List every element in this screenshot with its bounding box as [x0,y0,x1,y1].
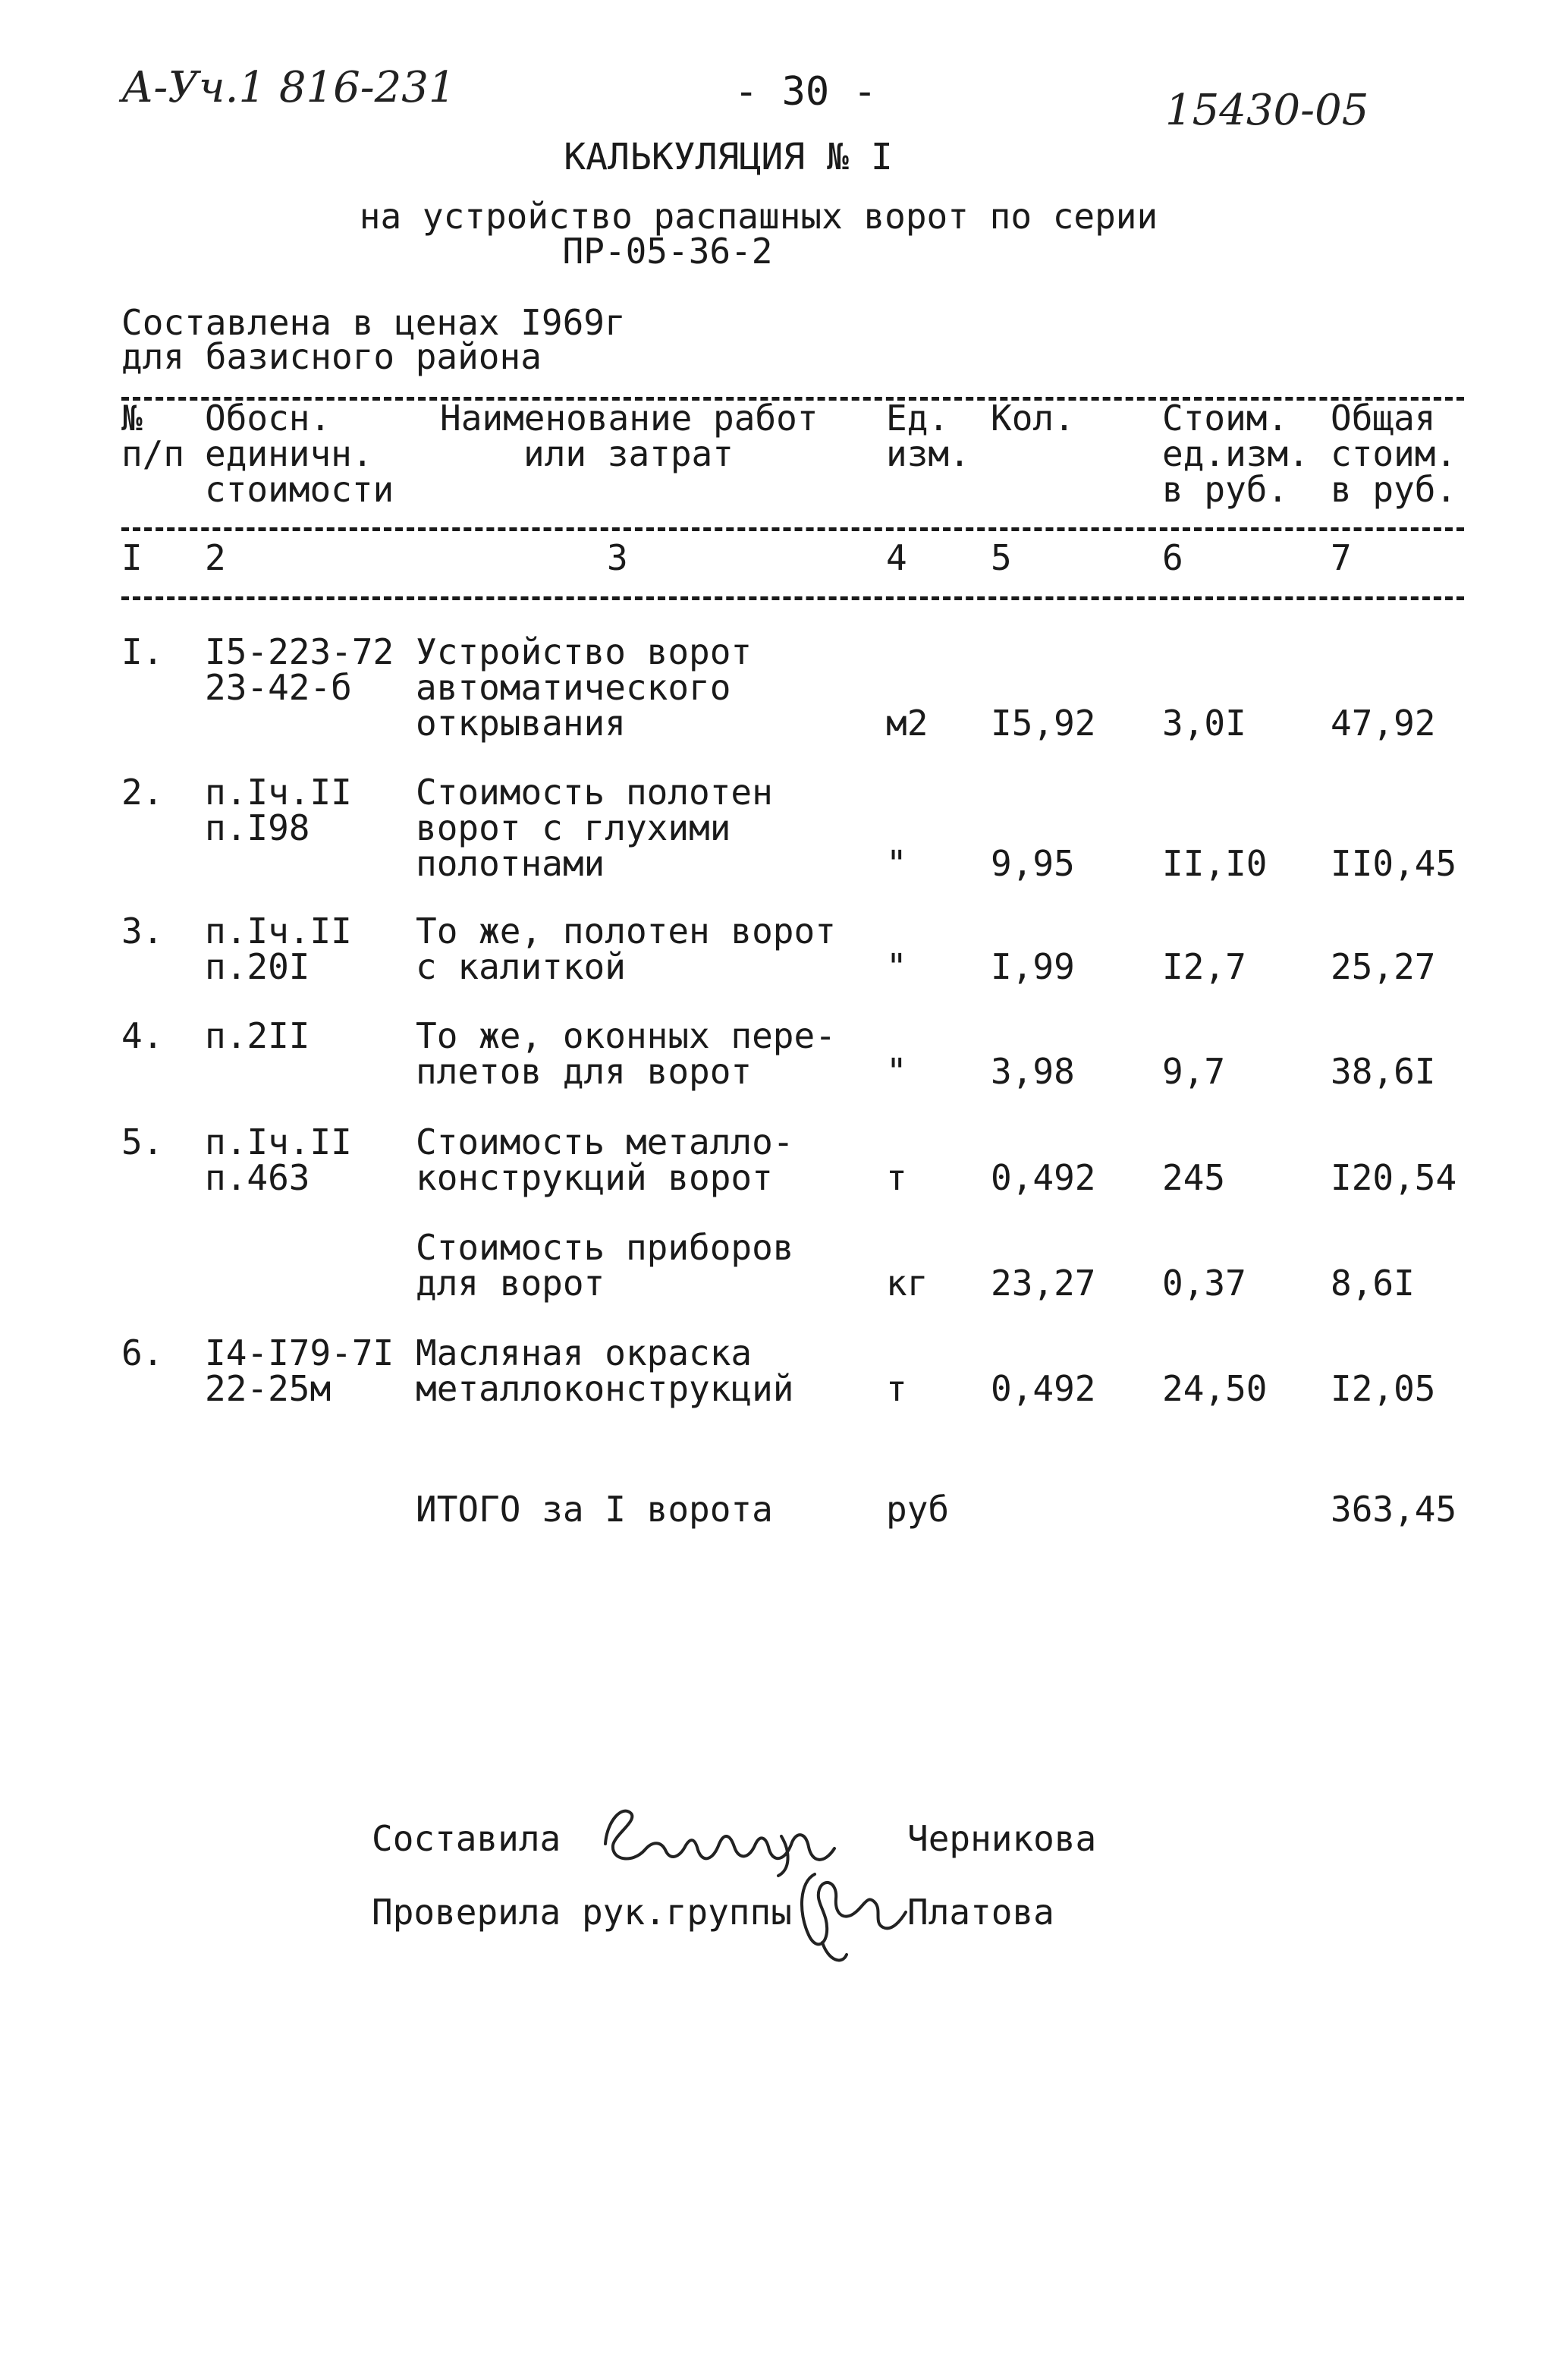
row-number: 2. [121,772,164,813]
row-basis-line: п.Iч.II [205,1121,352,1162]
header-basis-line: Обосн. [205,398,332,439]
header-total-line: в руб. [1331,469,1457,510]
prices-note-line1: Составлена в ценах I969г [121,302,626,343]
row-quantity: 0,492 [991,1157,1096,1198]
row-name-line: плетов для ворот [416,1051,753,1092]
calculation-title: КАЛЬКУЛЯЦИЯ № I [564,136,893,178]
compiled-by-name: Черникова [907,1818,1097,1859]
row-quantity: I5,92 [991,703,1096,744]
header-basis-line: единичн. [205,433,373,474]
row-unit: м2 [886,703,929,744]
header-basis-line: стоимости [205,469,394,510]
total-label: ИТОГО за I ворота [416,1489,773,1530]
row-total: I2,05 [1331,1368,1436,1409]
header-num-line: № [121,398,143,439]
header-num-line: п/п [121,433,185,474]
row-unit: т [886,1157,907,1198]
row-unit: " [886,946,907,987]
page-number: - 30 - [734,69,877,115]
document-code-right: 15430-05 [1165,86,1369,135]
row-unit: кг [886,1263,929,1304]
row-name-line: Стоимость полотен [416,772,773,813]
column-number: 5 [991,537,1012,578]
row-unit-price: 3,0I [1162,703,1246,744]
column-number: I [121,537,143,578]
row-basis-line: I5-223-72 [205,631,394,672]
row-name-line: Масляная окраска [416,1332,753,1373]
row-unit-price: 0,37 [1162,1263,1246,1304]
prices-note-line2: для базисного района [121,336,542,377]
header-price-line: Стоим. [1162,398,1289,439]
row-number: 6. [121,1332,164,1373]
header-name-line: Наименование работ [440,398,819,439]
total-value: 363,45 [1331,1489,1457,1530]
calculation-subtitle-line2: ПР-05-36-2 [562,231,773,272]
row-name-line: Стоимость приборов [416,1227,794,1268]
column-number: 3 [607,537,628,578]
row-unit: " [886,843,907,884]
row-quantity: I,99 [991,946,1075,987]
row-unit-price: 245 [1162,1157,1226,1198]
row-name-line: для ворот [416,1263,605,1304]
row-name-line: То же, оконных пере- [416,1015,836,1056]
column-number-bottom-rule [121,596,1464,600]
row-basis-line: п.I98 [205,807,310,848]
row-name-line: с калиткой [416,946,626,987]
row-total: 8,6I [1331,1263,1415,1304]
total-unit: руб [886,1489,950,1530]
checked-by-label: Проверила рук.группы [372,1892,792,1933]
row-number: 3. [121,911,164,952]
row-total: 38,6I [1331,1051,1436,1092]
row-name-line: автоматического [416,667,731,708]
row-unit-price: 9,7 [1162,1051,1226,1092]
compiled-by-label: Составила [372,1818,561,1859]
row-name-line: Стоимость металло- [416,1121,794,1162]
column-number: 6 [1162,537,1183,578]
row-name-line: металлоконструкций [416,1368,794,1409]
header-total-line: стоим. [1331,433,1457,474]
header-price-line: ед.изм. [1162,433,1309,474]
row-number: I. [121,631,164,672]
row-name-line: полотнами [416,843,605,884]
header-bottom-rule [121,527,1464,531]
row-unit-price: 24,50 [1162,1368,1268,1409]
row-number: 4. [121,1015,164,1056]
header-name-line: или затрат [523,433,734,474]
row-basis-line: п.Iч.II [205,772,352,813]
row-total: 25,27 [1331,946,1436,987]
row-unit: " [886,1051,907,1092]
header-unit-line: изм. [886,433,970,474]
row-unit: т [886,1368,907,1409]
header-qty-line: Кол. [991,398,1075,439]
document-code-left: А-Уч.1 816-231 [121,63,456,112]
header-unit-line: Ед. [886,398,950,439]
row-basis-line: I4-I79-7I [205,1332,394,1373]
row-name-line: открывания [416,703,626,744]
row-total: 47,92 [1331,703,1436,744]
checked-signature [792,1859,913,1973]
row-name-line: То же, полотен ворот [416,911,836,952]
header-total-line: Общая [1331,398,1436,439]
row-total: I20,54 [1331,1157,1457,1198]
row-basis-line: 23-42-б [205,667,352,708]
row-basis-line: п.20I [205,946,310,987]
row-basis-line: 22-25м [205,1368,332,1409]
row-basis-line: п.Iч.II [205,911,352,952]
row-unit-price: I2,7 [1162,946,1246,987]
row-quantity: 23,27 [991,1263,1096,1304]
row-name-line: конструкций ворот [416,1157,773,1198]
row-name-line: ворот с глухими [416,807,731,848]
row-basis-line: п.463 [205,1157,310,1198]
column-number: 7 [1331,537,1352,578]
row-quantity: 9,95 [991,843,1075,884]
checked-by-name: Платова [907,1892,1054,1933]
calculation-subtitle-line1: на устройство распашных ворот по серии [359,196,1158,237]
row-total: II0,45 [1331,843,1457,884]
row-quantity: 3,98 [991,1051,1075,1092]
header-price-line: в руб. [1162,469,1289,510]
column-number: 2 [205,537,226,578]
row-basis-line: п.2II [205,1015,310,1056]
row-name-line: Устройство ворот [416,631,753,672]
row-quantity: 0,492 [991,1368,1096,1409]
row-number: 5. [121,1121,164,1162]
column-number: 4 [886,537,907,578]
row-unit-price: II,I0 [1162,843,1268,884]
